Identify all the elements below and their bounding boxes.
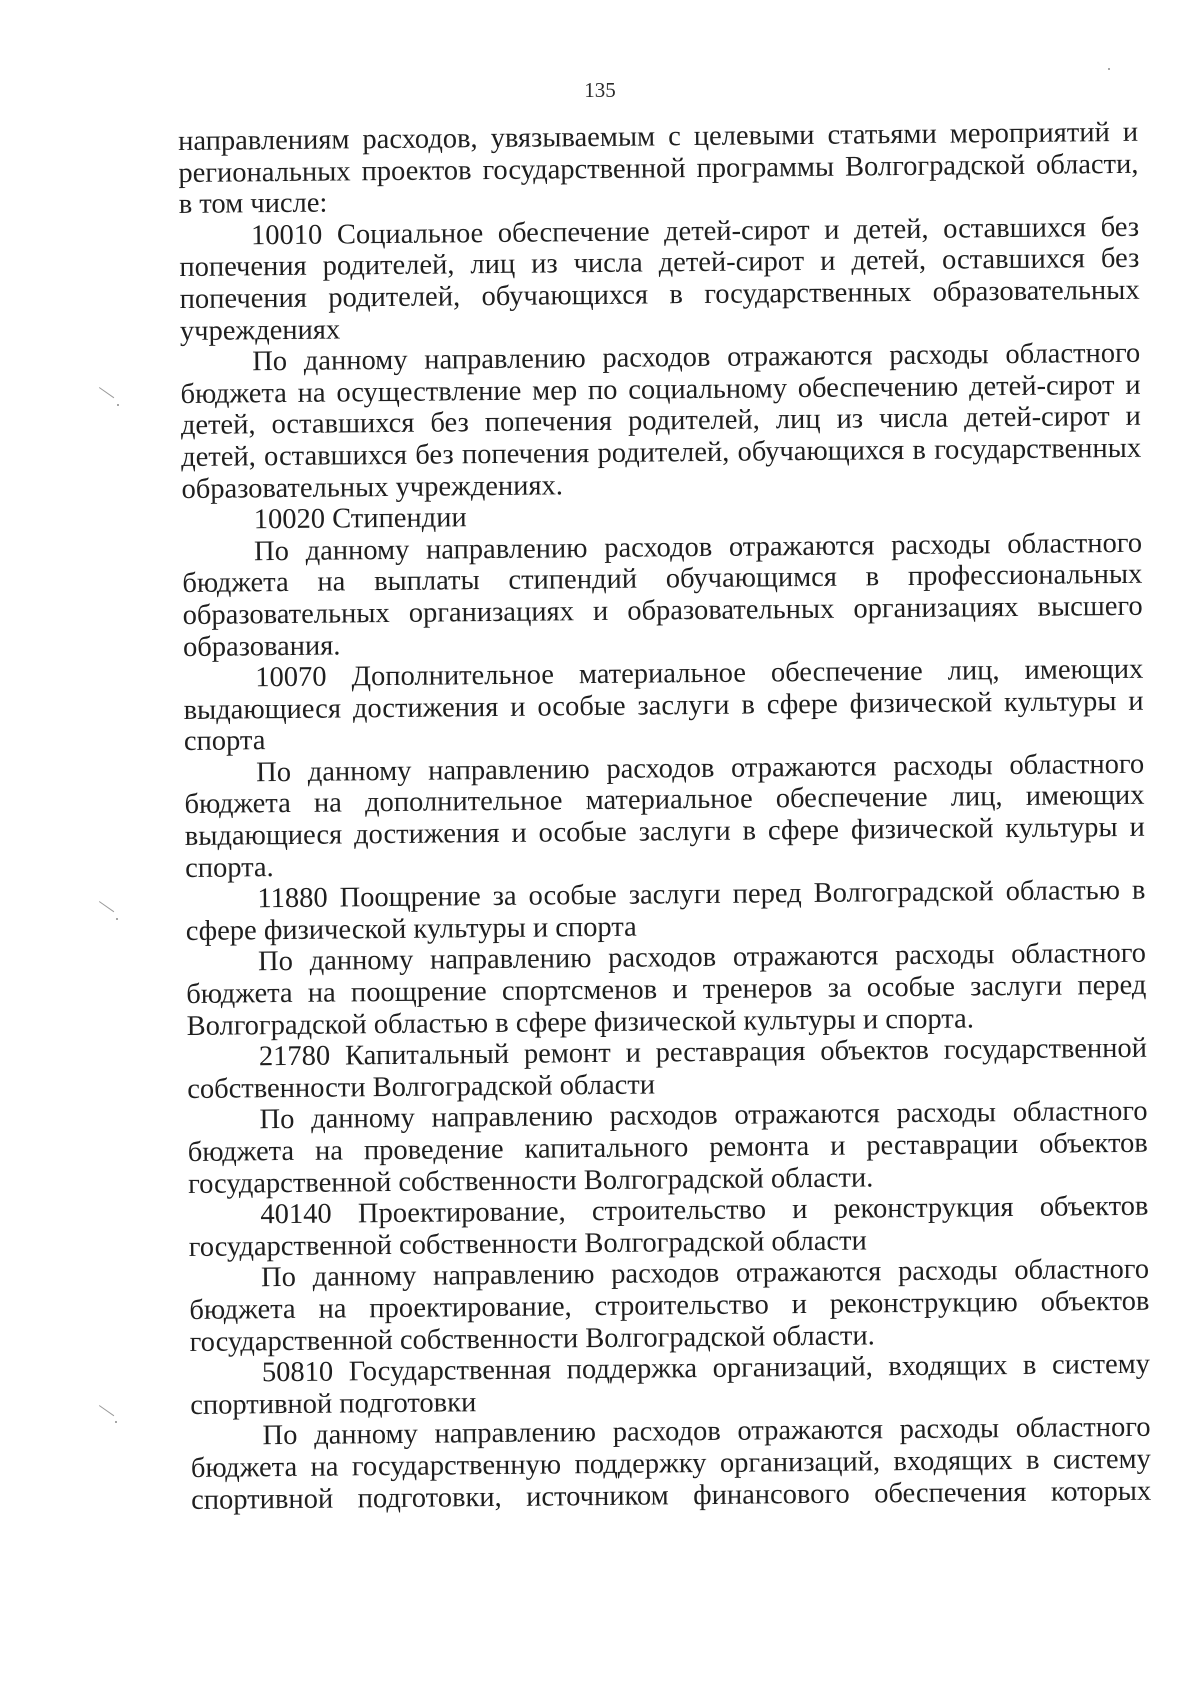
- heading-10010: 10010 Социальное обеспечение детей-сирот и детей, оставшихся без попечения родителей, лиц из числа детей-сирот и детей, оставшихся без попечения родителей, обучающихся в государственных образовательных учреждениях: [179, 211, 1140, 347]
- scan-artifact: [115, 1421, 117, 1423]
- paragraph-11880: По данному направлению расходов отражаются расходы областного бюджета на поощрение спортсменов и тренеров за особые заслуги перед Волгоградской областью в сфере физической культуры и спорта.: [186, 938, 1147, 1042]
- heading-21780: 21780 Капитальный ремонт и реставрация объектов государственной собственности Волгоградской области: [187, 1032, 1148, 1105]
- scan-artifact: [98, 901, 114, 914]
- paragraph-10020: По данному направлению расходов отражаются расходы областного бюджета на выплаты стипендий обучающимся в профессиональных образовательных организациях и образовательных организациях высшего образования.: [182, 527, 1143, 663]
- document-body: [178, 117, 1151, 1516]
- heading-40140: 40140 Проектирование, строительство и реконструкция объектов государственной собственности Волгоградской области: [188, 1190, 1149, 1263]
- paragraph-10010: По данному направлению расходов отражаются расходы областного бюджета на осуществление мер по социальному обеспечению детей-сирот и детей, оставшихся без попечения родителей, лиц из числа детей-сирот и детей, оставшихся без попечения родителей, обучающихся в государственных образовательных учреждениях.: [180, 337, 1142, 505]
- paragraph-10070: По данному направлению расходов отражаются расходы областного бюджета на дополнительное материальное обеспечение лиц, имеющих выдающиеся достижения и особые заслуги в сфере физической культуры и спорта.: [184, 748, 1145, 884]
- scan-artifact: [116, 918, 118, 920]
- scan-artifact: [117, 404, 119, 406]
- paragraph-intro: направлениям расходов, увязываемым с целевыми статьями мероприятий и региональных проектов государственной программы Волгоградской области, в том числе:: [178, 116, 1139, 221]
- paragraph-21780: По данному направлению расходов отражаются расходы областного бюджета на проведение капитального ремонта и реставрации объектов государственной собственности Волгоградской области.: [187, 1096, 1148, 1200]
- page-number: 135: [584, 78, 616, 102]
- scan-artifact: [1108, 68, 1110, 70]
- scan-artifact: [98, 387, 114, 400]
- heading-10070: 10070 Дополнительное материальное обеспечение лиц, имеющих выдающиеся достижения и особые заслуги в сфере физической культуры и спорта: [183, 653, 1144, 758]
- heading-50810: 50810 Государственная поддержка организаций, входящих в систему спортивной подготовки: [190, 1348, 1151, 1421]
- heading-10020: 10020 Стипендии: [253, 502, 467, 536]
- heading-11880: 11880 Поощрение за особые заслуги перед Волгоградской областью в сфере физической культуры и спорта: [185, 874, 1146, 947]
- scan-artifact: [98, 1405, 114, 1418]
- paragraph-50810: По данному направлению расходов отражаются расходы областного бюджета на государственную поддержку организаций, входящих в систему спортивной подготовки, источником финансового обеспечения которых: [190, 1412, 1152, 1516]
- paragraph-40140: По данному направлению расходов отражаются расходы областного бюджета на проектирование, строительство и реконструкцию объектов государственной собственности Волгоградской области.: [189, 1254, 1150, 1358]
